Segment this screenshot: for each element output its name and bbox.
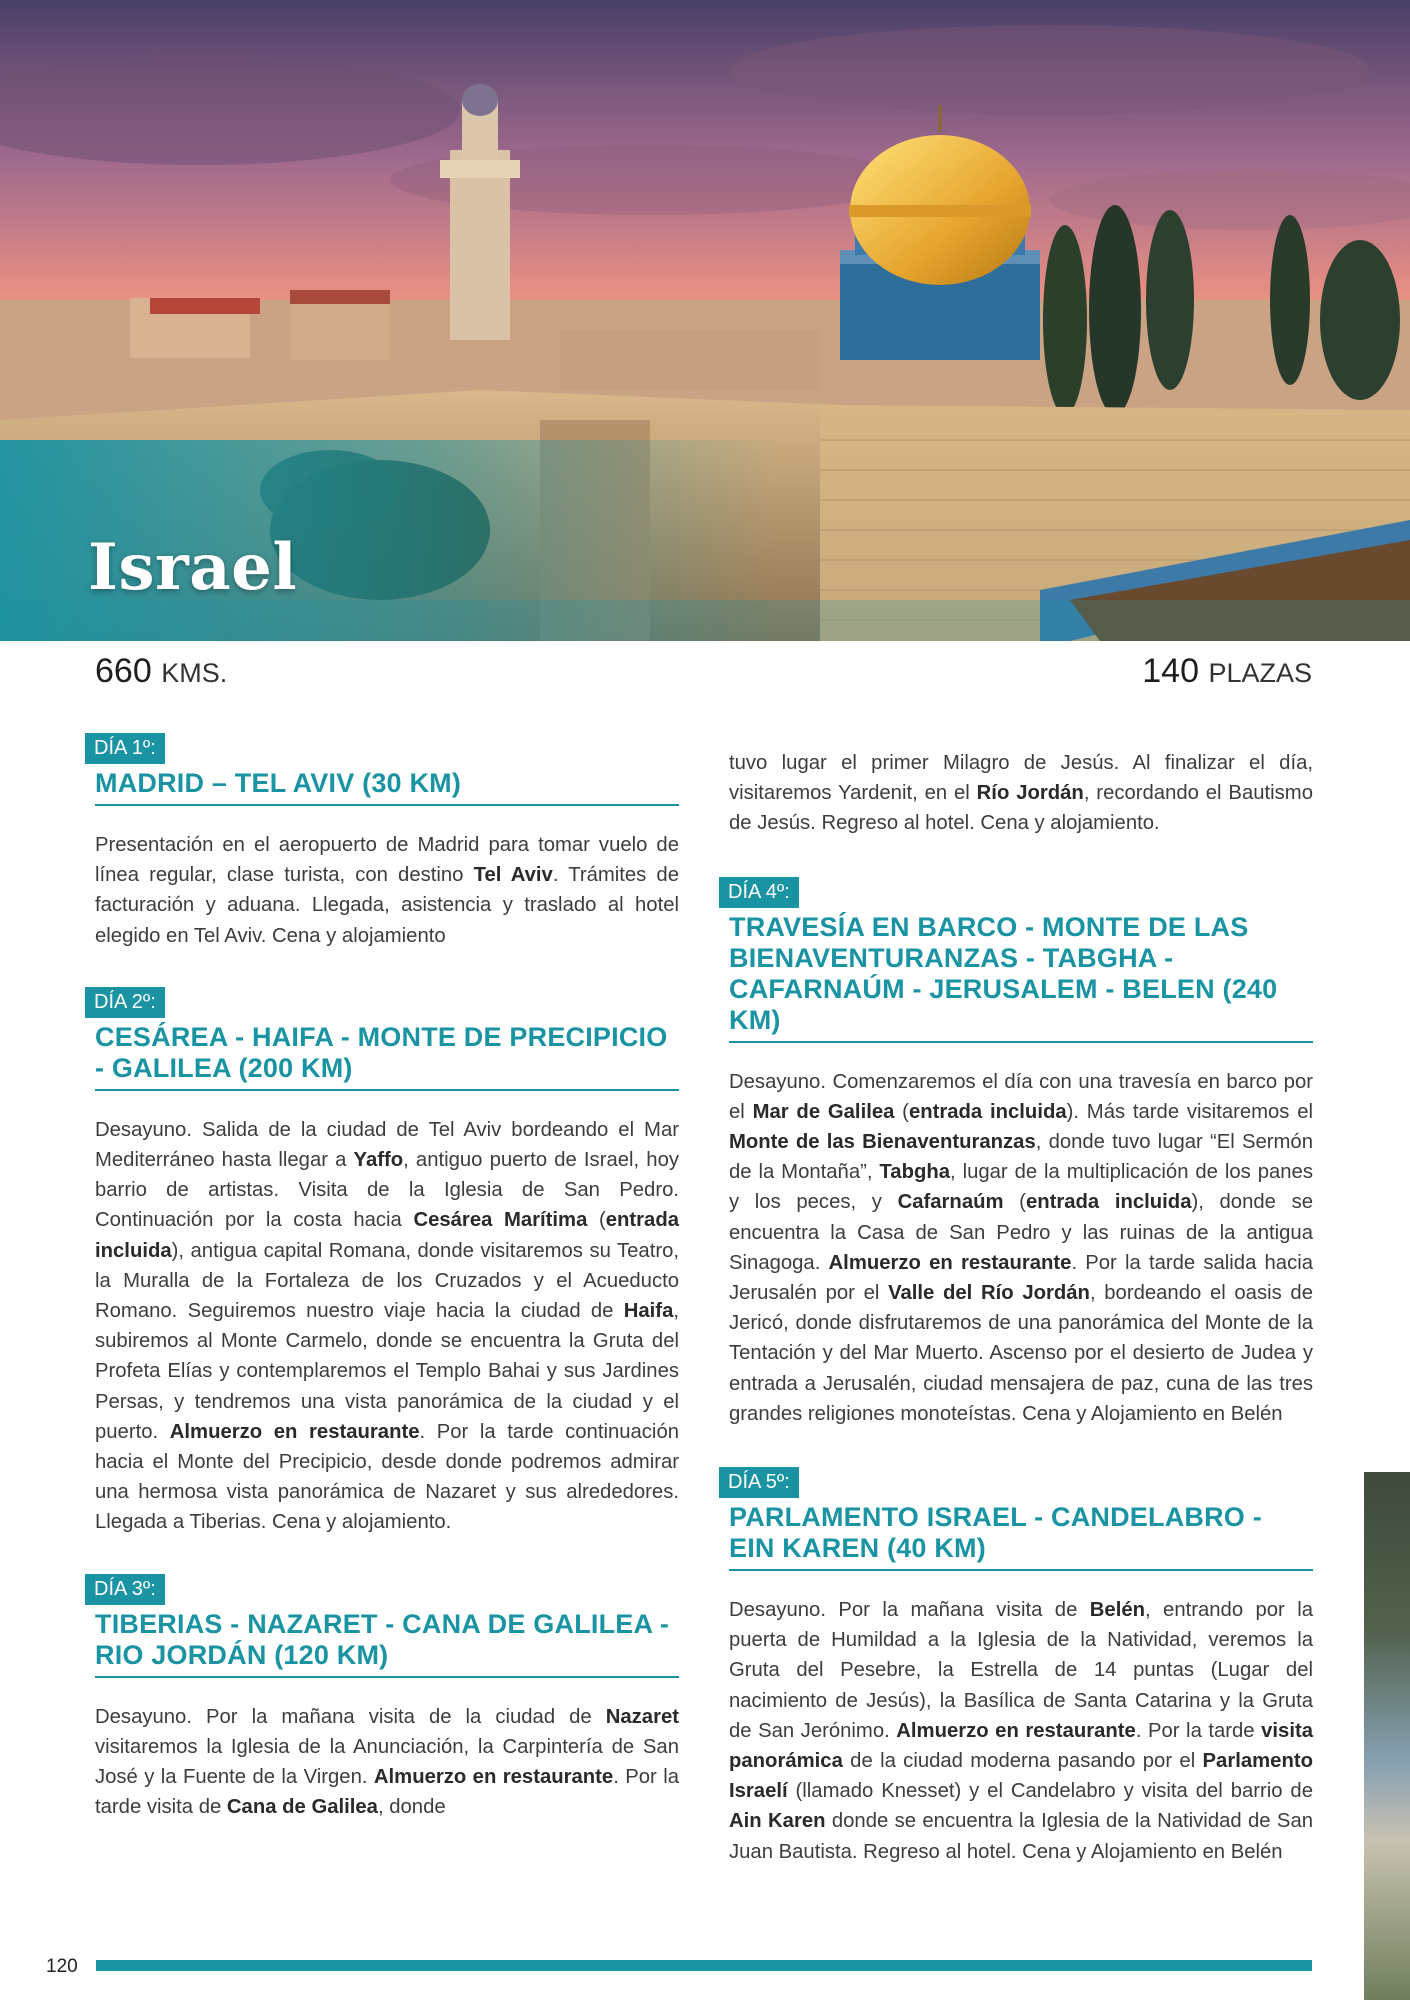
day-badge: DÍA 2º: <box>85 987 165 1018</box>
day-description: Desayuno. Comenzaremos el día con una travesía en barco por el Mar de Galilea (entrada incluida). Más tarde visitaremos el Monte de las Bienaventuranzas, donde tuvo lugar “El Sermón de la Montaña”, Tabgha, lugar de la multiplicación de los panes y los peces, y Cafarnaúm (entrada incluida), donde se encuentra la Casa de San Pedro y las ruinas de la antigua Sinagoga. Almuerzo en restaurante. Por la tarde salida hacia Jerusalén por el Valle del Río Jordán, bordeando el oasis de Jericó, donde disfrutaremos de una panorámica del Monte de la Tentación y del Mar Muerto. Ascenso por el desierto de Judea y entrada a Jerusalén, ciudad mensajera de paz, cuna de las tres grandes religiones monoteístas. Cena y Alojamiento en Belén <box>729 1070 1314 1425</box>
day-3-continuation: tuvo lugar el primer Milagro de Jesús. Al finalizar el día, visitaremos Yardenit, en el Río Jordán, recordando el Bautismo de Jesús. Regreso al hotel. Cena y alojamiento. <box>729 752 1313 835</box>
day-title: PARLAMENTO ISRAEL - CANDELABRO - EIN KAREN (40 KM) <box>729 1502 1313 1571</box>
day-title: TIBERIAS - NAZARET - CANA DE GALILEA - RIO JORDÁN (120 KM) <box>95 1609 679 1678</box>
day-title: CESÁREA - HAIFA - MONTE DE PRECIPICIO - GALILEA (200 KM) <box>95 1022 679 1091</box>
day-description: Desayuno. Por la mañana visita de Belén, entrando por la puerta de Humildad a la Iglesia de la Natividad, veremos la Gruta del Pesebre, la Estrella de 14 puntas (Lugar del nacimiento de Jesús), la Basílica de Santa Catarina y la Gruta de San Jerónimo. Almuerzo en restaurante. Por la tarde visita panorámica de la ciudad moderna pasando por el Parlamento Israelí (llamado Knesset) y el Candelabro y visita del barrio de Ain Karen donde se encuentra la Iglesia de la Natividad de San Juan Bautista. Regreso al hotel. Cena y Alojamiento en Belén <box>729 1599 1313 1863</box>
itinerary-left-column <box>95 733 679 1822</box>
day-2-section <box>95 987 679 1538</box>
footer-bar <box>96 1960 1312 1971</box>
seats-stat <box>1142 652 1312 691</box>
day-3-section <box>95 1574 679 1823</box>
day-title: TRAVESÍA EN BARCO - MONTE DE LAS BIENAVENTURANZAS - TABGHA - CAFARNAÚM - JERUSALEM - BELEN (240 KM) <box>729 912 1313 1043</box>
day-badge: DÍA 1º: <box>85 733 165 764</box>
day-badge: DÍA 3º: <box>85 1574 165 1605</box>
distance-unit: KMS. <box>161 658 228 688</box>
day-badge: DÍA 5º: <box>719 1467 799 1498</box>
day-description: Desayuno. Por la mañana visita de la ciudad de Nazaret visitaremos la Iglesia de la Anunciación, la Carpintería de San José y la Fuente de la Virgen. Almuerzo en restaurante. Por la tarde visita de Cana de Galilea, donde <box>95 1705 679 1819</box>
day-5-section <box>729 1467 1313 1867</box>
page-title: Israel <box>88 530 298 605</box>
day-title: MADRID – TEL AVIV (30 KM) <box>95 768 679 806</box>
itinerary-right-column <box>729 748 1313 1867</box>
page-number: 120 <box>46 1956 78 1977</box>
day-1-section <box>95 733 679 951</box>
next-page-photo-edge <box>1364 1472 1410 2000</box>
seats-value: 140 <box>1142 652 1199 690</box>
distance-value: 660 <box>95 652 152 690</box>
day-4-section <box>729 877 1313 1429</box>
seats-unit: PLAZAS <box>1208 658 1312 688</box>
day-description: Desayuno. Salida de la ciudad de Tel Aviv bordeando el Mar Mediterráneo hasta llegar a Yaffo, antiguo puerto de Israel, hoy barrio de artistas. Visita de la Iglesia de San Pedro. Continuación por la costa hacia Cesárea Marítima (entrada incluida), antigua capital Romana, donde visitaremos su Teatro, la Muralla de la Fortaleza de los Cruzados y el Acueducto Romano. Seguiremos nuestro viaje hacia la ciudad de Haifa, subiremos al Monte Carmelo, donde se encuentra la Gruta del Profeta Elías y contemplaremos el Templo Bahai y sus Jardines Persas, y tendremos una vista panorámica de la ciudad y el puerto. Almuerzo en restaurante. Por la tarde continuación hacia el Monte del Precipicio, desde donde podremos admirar una hermosa vista panorámica de Nazaret y sus alrededores. Llegada a Tiberias. Cena y alojamiento. <box>95 1118 679 1534</box>
distance-stat <box>95 652 227 691</box>
hero-photo <box>0 0 1410 641</box>
day-description: Presentación en el aeropuerto de Madrid para tomar vuelo de línea regular, clase turista, con destino Tel Aviv. Trámites de facturación y aduana. Llegada, asistencia y traslado al hotel elegido en Tel Aviv. Cena y alojamiento <box>95 834 679 947</box>
day-badge: DÍA 4º: <box>719 877 799 908</box>
